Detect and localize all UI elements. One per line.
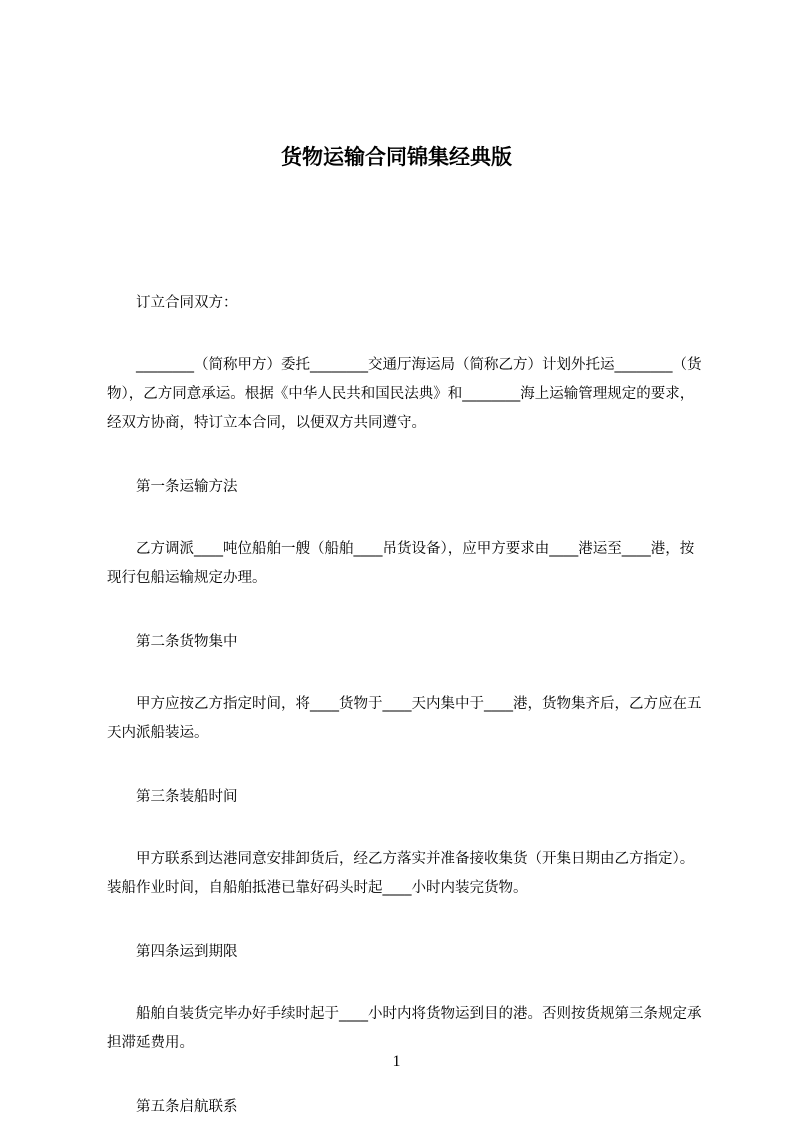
section-heading-5: 第五条启航联系 [136, 1099, 238, 1115]
section-body-3: 甲方联系到达港同意安排卸货后，经乙方落实并准备接收集货（开集日期由乙方指定）。装船作业时间，自船舶抵港已靠好码头时起____小时内装完货物。 [107, 851, 695, 896]
section-heading-2: 第二条货物集中 [136, 634, 238, 650]
section-body-1: 乙方调派____吨位船舶一艘（船舶____吊货设备），应甲方要求由____港运至____港，按现行包船运输规定办理。 [107, 541, 695, 586]
document-title: 货物运输合同锦集经典版 [281, 145, 512, 169]
page-number: 1 [392, 1053, 401, 1070]
intro-paragraph: ________（简称甲方）委托________交通厅海运局（简称乙方）计划外托运________（货物），乙方同意承运。根据《中华人民共和国民法典》和________海上运输管理规定的要求，经双方协商，特订立本合同，以便双方共同遵守。 [107, 357, 702, 431]
document-body [107, 289, 703, 1122]
section-body-2: 甲方应按乙方指定时间，将____货物于____天内集中于____港，货物集齐后，乙方应在五天内派船装运。 [107, 696, 702, 741]
section-heading-4: 第四条运到期限 [136, 944, 238, 960]
section-body-4: 船舶自装货完毕办好手续时起于____小时内将货物运到目的港。否则按货规第三条规定承担滞延费用。 [107, 1006, 702, 1051]
section-heading-3: 第三条装船时间 [136, 789, 238, 805]
section-heading-1: 第一条运输方法 [136, 479, 238, 495]
intro-label: 订立合同双方： [136, 295, 238, 311]
